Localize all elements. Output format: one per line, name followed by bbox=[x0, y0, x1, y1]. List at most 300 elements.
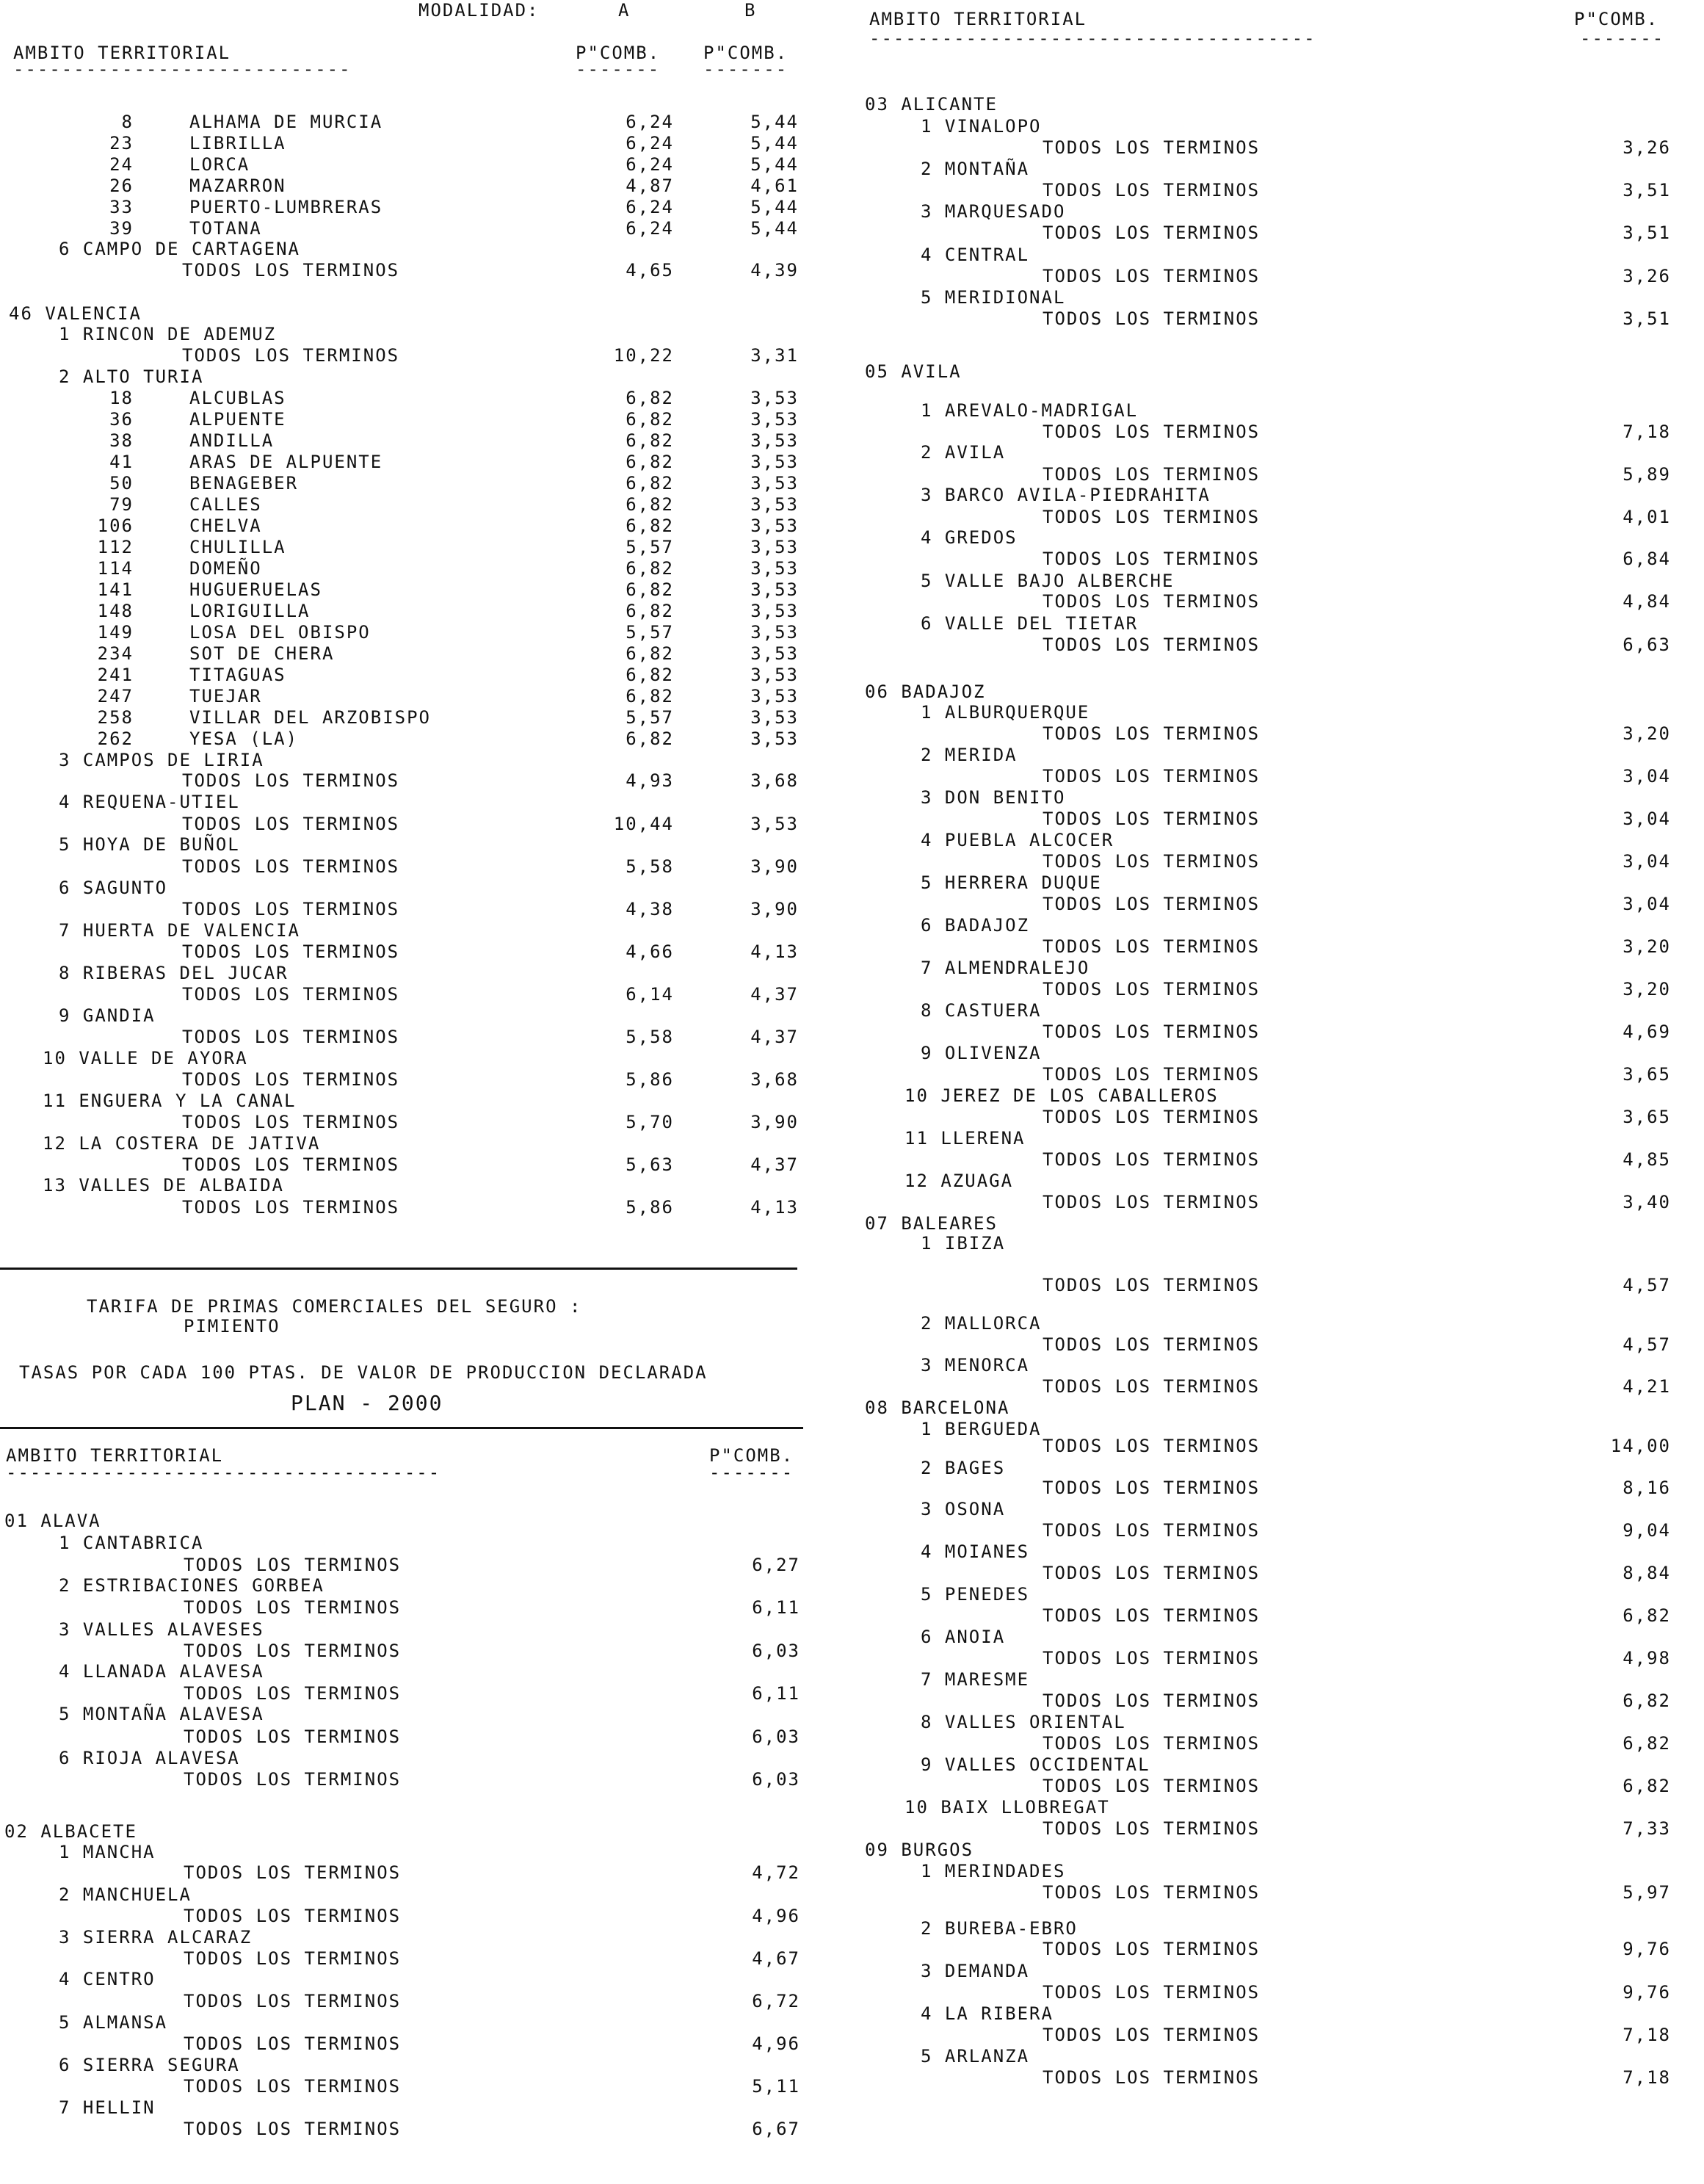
value-b: 3,53 bbox=[750, 814, 799, 834]
municipality-name: TOTANA bbox=[189, 218, 262, 239]
todos-los-terminos-label: TODOS LOS TERMINOS bbox=[184, 2033, 402, 2054]
municipality-name: TUEJAR bbox=[189, 686, 262, 706]
region-heading: 5 PENEDES bbox=[921, 1584, 1030, 1605]
value-a: 6,24 bbox=[626, 154, 674, 175]
value-b: 3,68 bbox=[750, 770, 799, 791]
value: 3,20 bbox=[1623, 979, 1671, 999]
pcomb-header-a: P"COMB. bbox=[576, 43, 661, 63]
value-a: 5,57 bbox=[626, 622, 674, 643]
value: 5,97 bbox=[1623, 1882, 1671, 1903]
municipality-code: 36 bbox=[109, 409, 134, 430]
value: 3,20 bbox=[1623, 936, 1671, 957]
municipality-name: VILLAR DEL ARZOBISPO bbox=[189, 707, 431, 728]
municipality-code: 241 bbox=[97, 665, 134, 685]
municipality-name: DOMEÑO bbox=[189, 558, 262, 579]
value-a: 6,82 bbox=[626, 494, 674, 515]
todos-los-terminos-label: TODOS LOS TERMINOS bbox=[182, 856, 400, 877]
region-heading: 5 HERRERA DUQUE bbox=[921, 872, 1102, 893]
value: 3,65 bbox=[1623, 1107, 1671, 1127]
dashed-underline: ------- bbox=[709, 1462, 794, 1483]
value: 7,18 bbox=[1623, 2067, 1671, 2088]
value: 9,04 bbox=[1623, 1520, 1671, 1541]
todos-los-terminos-label: TODOS LOS TERMINOS bbox=[184, 1948, 402, 1969]
region-heading: 4 REQUENA-UTIEL bbox=[59, 792, 240, 812]
region-heading: 8 RIBERAS DEL JUCAR bbox=[59, 963, 289, 983]
value: 3,51 bbox=[1623, 180, 1671, 200]
ambito-header-left-top: AMBITO TERRITORIAL bbox=[13, 43, 231, 63]
region-heading: 8 VALLES ORIENTAL bbox=[921, 1712, 1126, 1732]
section-divider bbox=[0, 1427, 803, 1429]
value-a: 4,93 bbox=[626, 770, 674, 791]
value: 5,11 bbox=[752, 2076, 800, 2097]
region-heading: 2 BAGES bbox=[921, 1458, 1006, 1478]
region-heading: 2 ALTO TURIA bbox=[59, 366, 204, 387]
value: 6,03 bbox=[752, 1641, 800, 1661]
value-b: 5,44 bbox=[750, 133, 799, 153]
municipality-name: CHULILLA bbox=[189, 537, 286, 557]
value-a: 6,82 bbox=[626, 601, 674, 621]
municipality-code: 41 bbox=[109, 452, 134, 472]
value: 6,11 bbox=[752, 1597, 800, 1618]
municipality-name: LOSA DEL OBISPO bbox=[189, 622, 371, 643]
region-heading: 1 CANTABRICA bbox=[59, 1533, 204, 1553]
value: 3,04 bbox=[1623, 894, 1671, 914]
value-b: 3,53 bbox=[750, 452, 799, 472]
value: 9,76 bbox=[1623, 1939, 1671, 1959]
value: 6,82 bbox=[1623, 1776, 1671, 1796]
value-a: 6,82 bbox=[626, 686, 674, 706]
todos-los-terminos-label: TODOS LOS TERMINOS bbox=[184, 1641, 402, 1661]
value: 6,82 bbox=[1623, 1605, 1671, 1626]
todos-los-terminos-label: TODOS LOS TERMINOS bbox=[1043, 1776, 1261, 1796]
value-a: 6,14 bbox=[626, 984, 674, 1005]
value-b: 5,44 bbox=[750, 218, 799, 239]
region-heading: 5 HOYA DE BUÑOL bbox=[59, 834, 240, 855]
todos-los-terminos-label: TODOS LOS TERMINOS bbox=[1043, 1563, 1261, 1583]
value: 14,00 bbox=[1610, 1436, 1671, 1456]
todos-los-terminos-label: TODOS LOS TERMINOS bbox=[182, 770, 400, 791]
value-a: 10,22 bbox=[613, 345, 674, 366]
value: 6,11 bbox=[752, 1683, 800, 1704]
todos-los-terminos-label: TODOS LOS TERMINOS bbox=[1043, 723, 1261, 744]
value: 6,82 bbox=[1623, 1733, 1671, 1754]
todos-los-terminos-label: TODOS LOS TERMINOS bbox=[1043, 1939, 1261, 1959]
todos-los-terminos-label: TODOS LOS TERMINOS bbox=[1043, 894, 1261, 914]
region-heading: 9 VALLES OCCIDENTAL bbox=[921, 1754, 1150, 1775]
municipality-name: YESA (LA) bbox=[189, 728, 299, 749]
pcomb-header-left-bottom: P"COMB. bbox=[709, 1445, 794, 1466]
value-a: 6,24 bbox=[626, 133, 674, 153]
region-heading: 3 MARQUESADO bbox=[921, 201, 1066, 222]
todos-los-terminos-label: TODOS LOS TERMINOS bbox=[1043, 1882, 1261, 1903]
value-a: 10,44 bbox=[613, 814, 674, 834]
region-heading: 7 HUERTA DE VALENCIA bbox=[59, 920, 300, 941]
municipality-code: 112 bbox=[97, 537, 134, 557]
dashed-underline: ------- bbox=[1580, 28, 1665, 48]
todos-los-terminos-label: TODOS LOS TERMINOS bbox=[1043, 549, 1261, 569]
dashed-underline: ------------------------------------- bbox=[869, 28, 1316, 48]
region-heading: 10 BAIX LLOBREGAT bbox=[904, 1797, 1110, 1818]
region-heading: 12 AZUAGA bbox=[904, 1171, 1014, 1191]
value: 4,96 bbox=[752, 2033, 800, 2054]
value: 3,26 bbox=[1623, 266, 1671, 286]
value: 3,51 bbox=[1623, 223, 1671, 243]
municipality-code: 247 bbox=[97, 686, 134, 706]
value: 3,04 bbox=[1623, 809, 1671, 829]
todos-los-terminos-label: TODOS LOS TERMINOS bbox=[1043, 634, 1261, 655]
todos-los-terminos-label: TODOS LOS TERMINOS bbox=[1043, 266, 1261, 286]
value-a: 6,24 bbox=[626, 218, 674, 239]
value-a: 6,24 bbox=[626, 197, 674, 217]
region-heading: 1 RINCON DE ADEMUZ bbox=[59, 324, 277, 344]
value-b: 3,53 bbox=[750, 388, 799, 408]
todos-los-terminos-label: TODOS LOS TERMINOS bbox=[184, 2119, 402, 2139]
municipality-code: 262 bbox=[97, 728, 134, 749]
region-heading: 7 HELLIN bbox=[59, 2097, 156, 2118]
value: 4,69 bbox=[1623, 1022, 1671, 1042]
value-b: 4,37 bbox=[750, 1154, 799, 1175]
value: 6,63 bbox=[1623, 634, 1671, 655]
value-b: 4,39 bbox=[750, 260, 799, 281]
province-heading: 07 BALEARES bbox=[865, 1213, 998, 1234]
region-heading: 9 OLIVENZA bbox=[921, 1043, 1042, 1063]
value: 6,67 bbox=[752, 2119, 800, 2139]
value-a: 5,58 bbox=[626, 1027, 674, 1047]
value-b: 3,68 bbox=[750, 1069, 799, 1090]
modalidad-col-b: B bbox=[744, 0, 757, 21]
value: 6,82 bbox=[1623, 1691, 1671, 1711]
value-b: 3,53 bbox=[750, 473, 799, 493]
value-a: 6,82 bbox=[626, 558, 674, 579]
region-heading: 7 ALMENDRALEJO bbox=[921, 958, 1090, 978]
region-heading: 4 PUEBLA ALCOCER bbox=[921, 830, 1114, 850]
region-heading: 3 DEMANDA bbox=[921, 1961, 1030, 1981]
todos-los-terminos-label: TODOS LOS TERMINOS bbox=[1043, 936, 1261, 957]
region-heading: 5 ARLANZA bbox=[921, 2046, 1030, 2067]
modalidad-label: MODALIDAD: bbox=[418, 0, 540, 21]
value-b: 5,44 bbox=[750, 112, 799, 132]
value-b: 3,90 bbox=[750, 1112, 799, 1132]
value: 4,85 bbox=[1623, 1149, 1671, 1170]
todos-los-terminos-label: TODOS LOS TERMINOS bbox=[1043, 2025, 1261, 2045]
todos-los-terminos-label: TODOS LOS TERMINOS bbox=[184, 1683, 402, 1704]
region-heading: 3 DON BENITO bbox=[921, 787, 1066, 808]
municipality-name: LORCA bbox=[189, 154, 250, 175]
todos-los-terminos-label: TODOS LOS TERMINOS bbox=[1043, 1605, 1261, 1626]
value-a: 6,82 bbox=[626, 579, 674, 600]
region-heading: 5 VALLE BAJO ALBERCHE bbox=[921, 571, 1175, 591]
region-heading: 4 CENTRAL bbox=[921, 245, 1030, 265]
province-heading: 01 ALAVA bbox=[4, 1511, 101, 1531]
todos-los-terminos-label: TODOS LOS TERMINOS bbox=[1043, 591, 1261, 612]
municipality-name: ARAS DE ALPUENTE bbox=[189, 452, 383, 472]
todos-los-terminos-label: TODOS LOS TERMINOS bbox=[182, 941, 400, 962]
province-heading: 05 AVILA bbox=[865, 361, 962, 382]
dashed-underline: ------- bbox=[576, 59, 661, 79]
value: 6,27 bbox=[752, 1555, 800, 1575]
value: 3,51 bbox=[1623, 308, 1671, 329]
value-b: 3,53 bbox=[750, 622, 799, 643]
value-b: 3,53 bbox=[750, 430, 799, 451]
todos-los-terminos-label: TODOS LOS TERMINOS bbox=[1043, 1733, 1261, 1754]
municipality-code: 234 bbox=[97, 643, 134, 664]
municipality-code: 18 bbox=[109, 388, 134, 408]
region-heading: 1 MERINDADES bbox=[921, 1861, 1066, 1881]
value: 4,57 bbox=[1623, 1275, 1671, 1295]
value: 3,04 bbox=[1623, 766, 1671, 787]
municipality-code: 33 bbox=[109, 197, 134, 217]
region-heading: 3 CAMPOS DE LIRIA bbox=[59, 750, 264, 770]
province-heading: 02 ALBACETE bbox=[4, 1821, 137, 1842]
region-heading: 5 MONTAÑA ALAVESA bbox=[59, 1704, 264, 1724]
todos-los-terminos-label: TODOS LOS TERMINOS bbox=[1043, 507, 1261, 527]
value: 6,84 bbox=[1623, 549, 1671, 569]
region-heading: 1 IBIZA bbox=[921, 1233, 1006, 1254]
value: 4,96 bbox=[752, 1906, 800, 1926]
region-heading: 2 ESTRIBACIONES GORBEA bbox=[59, 1575, 325, 1596]
value: 3,65 bbox=[1623, 1064, 1671, 1085]
municipality-name: TITAGUAS bbox=[189, 665, 286, 685]
value: 3,26 bbox=[1623, 137, 1671, 158]
todos-los-terminos-label: TODOS LOS TERMINOS bbox=[182, 984, 400, 1005]
region-heading: 7 MARESME bbox=[921, 1669, 1030, 1690]
region-heading: 9 GANDIA bbox=[59, 1005, 156, 1026]
region-heading: 5 ALMANSA bbox=[59, 2012, 168, 2033]
todos-los-terminos-label: TODOS LOS TERMINOS bbox=[1043, 422, 1261, 442]
value: 4,57 bbox=[1623, 1334, 1671, 1355]
municipality-code: 8 bbox=[121, 112, 134, 132]
municipality-code: 79 bbox=[109, 494, 134, 515]
todos-los-terminos-label: TODOS LOS TERMINOS bbox=[1043, 1648, 1261, 1668]
municipality-name: MAZARRON bbox=[189, 176, 286, 196]
region-heading: 6 CAMPO DE CARTAGENA bbox=[59, 239, 300, 259]
ambito-header-left-bottom: AMBITO TERRITORIAL bbox=[6, 1445, 224, 1466]
region-heading: 3 SIERRA ALCARAZ bbox=[59, 1927, 253, 1948]
todos-los-terminos-label: TODOS LOS TERMINOS bbox=[1043, 851, 1261, 872]
value-b: 3,53 bbox=[750, 707, 799, 728]
value: 7,18 bbox=[1623, 2025, 1671, 2045]
todos-los-terminos-label: TODOS LOS TERMINOS bbox=[184, 1906, 402, 1926]
value-b: 3,53 bbox=[750, 665, 799, 685]
municipality-name: CALLES bbox=[189, 494, 262, 515]
municipality-code: 148 bbox=[97, 601, 134, 621]
todos-los-terminos-label: TODOS LOS TERMINOS bbox=[184, 1769, 402, 1790]
value-a: 6,82 bbox=[626, 473, 674, 493]
municipality-name: SOT DE CHERA bbox=[189, 643, 335, 664]
tariff-title: TARIFA DE PRIMAS COMERCIALES DEL SEGURO : bbox=[87, 1296, 582, 1317]
value-b: 4,61 bbox=[750, 176, 799, 196]
province-heading: 46 VALENCIA bbox=[9, 303, 142, 324]
section-divider bbox=[0, 1268, 797, 1270]
value-b: 3,53 bbox=[750, 601, 799, 621]
value-a: 6,82 bbox=[626, 516, 674, 536]
region-heading: 1 VINALOPO bbox=[921, 116, 1042, 137]
region-heading: 13 VALLES DE ALBAIDA bbox=[43, 1175, 284, 1196]
region-heading: 2 BUREBA-EBRO bbox=[921, 1918, 1078, 1939]
value: 3,20 bbox=[1623, 723, 1671, 744]
todos-los-terminos-label: TODOS LOS TERMINOS bbox=[182, 345, 400, 366]
municipality-code: 114 bbox=[97, 558, 134, 579]
todos-los-terminos-label: TODOS LOS TERMINOS bbox=[1043, 1436, 1261, 1456]
region-heading: 3 VALLES ALAVESES bbox=[59, 1619, 264, 1640]
value-a: 6,82 bbox=[626, 452, 674, 472]
value-b: 4,13 bbox=[750, 941, 799, 962]
todos-los-terminos-label: TODOS LOS TERMINOS bbox=[1043, 1334, 1261, 1355]
region-heading: 6 VALLE DEL TIETAR bbox=[921, 613, 1139, 634]
municipality-name: ALHAMA DE MURCIA bbox=[189, 112, 383, 132]
municipality-name: HUGUERUELAS bbox=[189, 579, 322, 600]
region-heading: 2 MANCHUELA bbox=[59, 1884, 192, 1905]
value-a: 6,82 bbox=[626, 665, 674, 685]
value-a: 5,63 bbox=[626, 1154, 674, 1175]
region-heading: 10 JEREZ DE LOS CABALLEROS bbox=[904, 1085, 1219, 1106]
todos-los-terminos-label: TODOS LOS TERMINOS bbox=[1043, 1149, 1261, 1170]
todos-los-terminos-label: TODOS LOS TERMINOS bbox=[1043, 1691, 1261, 1711]
value-a: 5,58 bbox=[626, 856, 674, 877]
todos-los-terminos-label: TODOS LOS TERMINOS bbox=[1043, 766, 1261, 787]
todos-los-terminos-label: TODOS LOS TERMINOS bbox=[1043, 308, 1261, 329]
municipality-code: 26 bbox=[109, 176, 134, 196]
value: 3,40 bbox=[1623, 1192, 1671, 1212]
value: 4,01 bbox=[1623, 507, 1671, 527]
todos-los-terminos-label: TODOS LOS TERMINOS bbox=[1043, 979, 1261, 999]
region-heading: 6 RIOJA ALAVESA bbox=[59, 1748, 240, 1768]
municipality-code: 258 bbox=[97, 707, 134, 728]
value-a: 6,82 bbox=[626, 409, 674, 430]
value-b: 3,53 bbox=[750, 728, 799, 749]
region-heading: 1 AREVALO-MADRIGAL bbox=[921, 400, 1139, 421]
municipality-code: 149 bbox=[97, 622, 134, 643]
region-heading: 10 VALLE DE AYORA bbox=[43, 1048, 248, 1069]
todos-los-terminos-label: TODOS LOS TERMINOS bbox=[1043, 809, 1261, 829]
modalidad-col-a: A bbox=[618, 0, 631, 21]
municipality-name: ALPUENTE bbox=[189, 409, 286, 430]
value-a: 4,87 bbox=[626, 176, 674, 196]
region-heading: 6 ANOIA bbox=[921, 1627, 1006, 1647]
todos-los-terminos-label: TODOS LOS TERMINOS bbox=[184, 1862, 402, 1883]
todos-los-terminos-label: TODOS LOS TERMINOS bbox=[182, 1197, 400, 1218]
municipality-name: CHELVA bbox=[189, 516, 262, 536]
value: 4,21 bbox=[1623, 1376, 1671, 1397]
value: 4,72 bbox=[752, 1862, 800, 1883]
region-heading: 3 OSONA bbox=[921, 1499, 1006, 1519]
value-a: 6,82 bbox=[626, 643, 674, 664]
todos-los-terminos-label: TODOS LOS TERMINOS bbox=[182, 1154, 400, 1175]
value-a: 4,66 bbox=[626, 941, 674, 962]
value-b: 3,53 bbox=[750, 579, 799, 600]
tariff-plan: PLAN - 2000 bbox=[291, 1391, 443, 1415]
value: 8,84 bbox=[1623, 1563, 1671, 1583]
value-b: 3,53 bbox=[750, 537, 799, 557]
region-heading: 1 ALBURQUERQUE bbox=[921, 702, 1090, 723]
value-a: 5,70 bbox=[626, 1112, 674, 1132]
municipality-code: 106 bbox=[97, 516, 134, 536]
region-heading: 4 LLANADA ALAVESA bbox=[59, 1661, 264, 1682]
value: 3,04 bbox=[1623, 851, 1671, 872]
value: 6,03 bbox=[752, 1769, 800, 1790]
region-heading: 12 LA COSTERA DE JATIVA bbox=[43, 1133, 321, 1154]
todos-los-terminos-label: TODOS LOS TERMINOS bbox=[182, 1112, 400, 1132]
todos-los-terminos-label: TODOS LOS TERMINOS bbox=[182, 899, 400, 919]
todos-los-terminos-label: TODOS LOS TERMINOS bbox=[1043, 464, 1261, 485]
municipality-name: ALCUBLAS bbox=[189, 388, 286, 408]
value-b: 5,44 bbox=[750, 154, 799, 175]
value: 7,33 bbox=[1623, 1818, 1671, 1839]
region-heading: 1 BERGUEDA bbox=[921, 1419, 1042, 1439]
region-heading: 6 BADAJOZ bbox=[921, 915, 1030, 936]
tariff-crop: PIMIENTO bbox=[184, 1316, 280, 1337]
value-a: 5,57 bbox=[626, 707, 674, 728]
province-heading: 03 ALICANTE bbox=[865, 94, 998, 115]
region-heading: 5 MERIDIONAL bbox=[921, 287, 1066, 308]
value-b: 4,37 bbox=[750, 1027, 799, 1047]
municipality-code: 50 bbox=[109, 473, 134, 493]
todos-los-terminos-label: TODOS LOS TERMINOS bbox=[1043, 1022, 1261, 1042]
region-heading: 11 LLERENA bbox=[904, 1128, 1026, 1149]
region-heading: 1 MANCHA bbox=[59, 1842, 156, 1862]
todos-los-terminos-label: TODOS LOS TERMINOS bbox=[1043, 1982, 1261, 2003]
todos-los-terminos-label: TODOS LOS TERMINOS bbox=[1043, 1275, 1261, 1295]
value: 8,16 bbox=[1623, 1478, 1671, 1498]
region-heading: 2 MERIDA bbox=[921, 745, 1018, 765]
value-b: 3,90 bbox=[750, 856, 799, 877]
municipality-name: PUERTO-LUMBRERAS bbox=[189, 197, 383, 217]
todos-los-terminos-label: TODOS LOS TERMINOS bbox=[1043, 1520, 1261, 1541]
todos-los-terminos-label: TODOS LOS TERMINOS bbox=[1043, 1376, 1261, 1397]
municipality-code: 38 bbox=[109, 430, 134, 451]
todos-los-terminos-label: TODOS LOS TERMINOS bbox=[1043, 137, 1261, 158]
value: 7,18 bbox=[1623, 422, 1671, 442]
value: 5,89 bbox=[1623, 464, 1671, 485]
value: 9,76 bbox=[1623, 1982, 1671, 2003]
region-heading: 2 AVILA bbox=[921, 442, 1006, 463]
tariff-rates-note: TASAS POR CADA 100 PTAS. DE VALOR DE PRODUCCION DECLARADA bbox=[19, 1362, 708, 1383]
municipality-name: ANDILLA bbox=[189, 430, 275, 451]
pcomb-header-right: P"COMB. bbox=[1574, 9, 1659, 29]
todos-los-terminos-label: TODOS LOS TERMINOS bbox=[1043, 1478, 1261, 1498]
dashed-underline: ---------------------------- bbox=[13, 59, 352, 79]
region-heading: 6 SIERRA SEGURA bbox=[59, 2055, 240, 2075]
value: 4,84 bbox=[1623, 591, 1671, 612]
municipality-code: 23 bbox=[109, 133, 134, 153]
value-a: 6,82 bbox=[626, 430, 674, 451]
province-heading: 08 BARCELONA bbox=[865, 1397, 1010, 1418]
todos-los-terminos-label: TODOS LOS TERMINOS bbox=[1043, 223, 1261, 243]
dashed-underline: ------------------------------------ bbox=[6, 1462, 441, 1483]
todos-los-terminos-label: TODOS LOS TERMINOS bbox=[1043, 1192, 1261, 1212]
value-b: 3,53 bbox=[750, 494, 799, 515]
region-heading: 4 LA RIBERA bbox=[921, 2003, 1054, 2024]
todos-los-terminos-label: TODOS LOS TERMINOS bbox=[182, 1027, 400, 1047]
value: 6,72 bbox=[752, 1991, 800, 2011]
region-heading: 8 CASTUERA bbox=[921, 1000, 1042, 1021]
region-heading: 4 GREDOS bbox=[921, 527, 1018, 548]
value-b: 3,31 bbox=[750, 345, 799, 366]
value: 4,98 bbox=[1623, 1648, 1671, 1668]
value-b: 4,37 bbox=[750, 984, 799, 1005]
todos-los-terminos-label: TODOS LOS TERMINOS bbox=[182, 260, 400, 281]
dashed-underline: ------- bbox=[703, 59, 788, 79]
todos-los-terminos-label: TODOS LOS TERMINOS bbox=[1043, 1818, 1261, 1839]
value-b: 3,53 bbox=[750, 516, 799, 536]
todos-los-terminos-label: TODOS LOS TERMINOS bbox=[182, 814, 400, 834]
todos-los-terminos-label: TODOS LOS TERMINOS bbox=[1043, 180, 1261, 200]
value-a: 5,86 bbox=[626, 1069, 674, 1090]
value: 4,67 bbox=[752, 1948, 800, 1969]
region-heading: 6 SAGUNTO bbox=[59, 878, 168, 898]
region-heading: 3 BARCO AVILA-PIEDRAHITA bbox=[921, 485, 1211, 505]
pcomb-header-b: P"COMB. bbox=[703, 43, 788, 63]
